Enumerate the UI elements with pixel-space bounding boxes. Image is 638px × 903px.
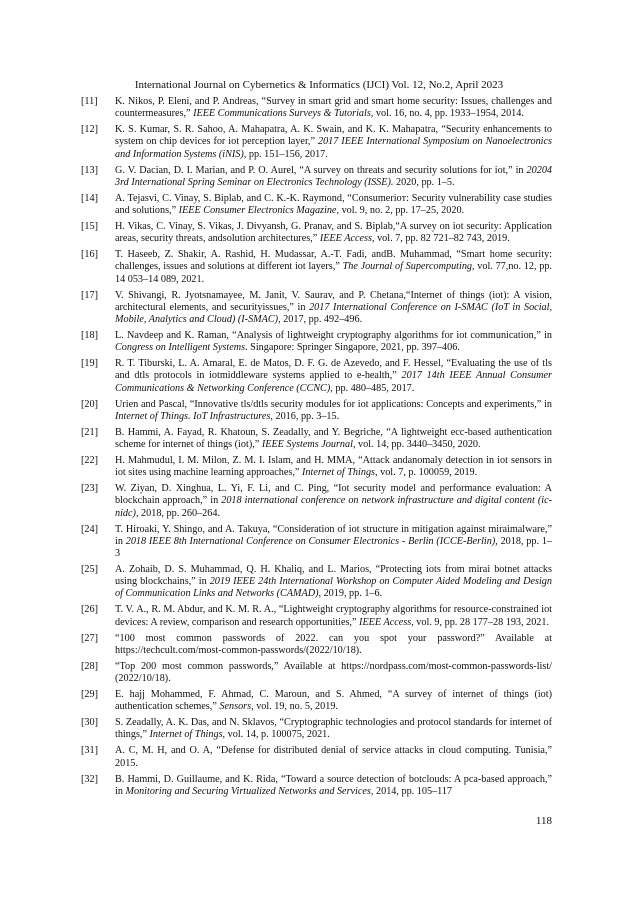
reference-item bbox=[81, 165, 552, 189]
reference-segment: , 2018, pp. 260–264. bbox=[135, 507, 220, 519]
reference-number: [26] bbox=[81, 604, 98, 616]
reference-venue: 20204 3rd International Spring Seminar on Electronics Technology (ISSE). bbox=[115, 164, 552, 188]
reference-number: [28] bbox=[81, 660, 98, 672]
reference-segment: S. Zeadally, A. K. Das, and N. Sklavos, “Cryptographic technologies and protocol standards for internet of things,” bbox=[115, 717, 552, 741]
reference-item bbox=[81, 689, 552, 713]
reference-text bbox=[115, 689, 552, 712]
reference-item bbox=[81, 455, 552, 479]
reference-number: [20] bbox=[81, 398, 98, 410]
reference-segment: B. Hammi, D. Guillaume, and K. Rida, “Toward a source detection of botclouds: A pca-based approach,” in bbox=[115, 773, 552, 797]
reference-segment: , 2018, pp. 1–3 bbox=[115, 535, 552, 560]
reference-segment: G. V. Dacian, D. I. Marian, and P. O. Aurel, “A survey on threats and security solutions for iot,” in bbox=[115, 164, 527, 176]
reference-number: [29] bbox=[81, 689, 98, 701]
reference-segment: R. T. Tiburski, L. A. Amaral, E. de Matos, D. F. G. de Azevedo, and F. Hessel, “Evaluating the use of tls and dtls protocols in iotmiddleware systems applied to e-health,” bbox=[115, 358, 552, 382]
reference-number: [25] bbox=[81, 564, 98, 576]
reference-number: [27] bbox=[81, 632, 98, 644]
reference-segment: H. Mahmudul, I. M. Milon, Z. M. I. Islam, and H. MMA, “Attack andanomaly detection in iot sensors in iot sites using machine learning approaches,” bbox=[115, 455, 552, 479]
reference-segment: , 2014, pp. 105–117 bbox=[370, 785, 453, 797]
reference-number: [24] bbox=[81, 523, 98, 535]
reference-item bbox=[81, 249, 552, 286]
reference-number: [23] bbox=[81, 483, 98, 495]
reference-text bbox=[115, 774, 552, 797]
reference-venue: IEEE Systems Journal bbox=[261, 439, 353, 451]
reference-text bbox=[115, 524, 552, 559]
reference-item bbox=[81, 483, 552, 520]
reference-segment: “100 most common passwords of 2022. can you spot your password?” Available at https://techcult.com/most-common-passwords/(2022/10/18). bbox=[115, 632, 552, 656]
reference-venue: IEEE Communications Surveys & Tutorials bbox=[193, 108, 371, 120]
reference-segment: K. S. Kumar, S. R. Sahoo, A. Mahapatra, A. K. Swain, and K. K. Mahapatra, “Security enhancements to system on chip devices for iot perception layer,” bbox=[115, 124, 552, 148]
reference-item bbox=[81, 604, 552, 628]
reference-segment: , vol. 9, pp. 28 177–28 193, 2021. bbox=[411, 616, 550, 628]
reference-number: [15] bbox=[81, 221, 98, 233]
reference-text bbox=[115, 604, 552, 627]
reference-segment: A. Zohaib, D. S. Muhammad, Q. H. Khaliq, and L. Marios, “Protecting iots from mirai botnet attacks using blockchains,” in bbox=[115, 564, 552, 588]
reference-item bbox=[81, 193, 552, 217]
reference-item bbox=[81, 524, 552, 561]
reference-text bbox=[115, 165, 552, 188]
reference-segment: B. Hammi, A. Fayad, R. Khatoun, S. Zeadally, and Y. Begriche, “A lightweight ecc-based authentication scheme for internet of things (iot),” bbox=[115, 426, 552, 451]
reference-segment: , 2016, pp. 3–15. bbox=[270, 410, 340, 422]
reference-text bbox=[115, 358, 552, 393]
reference-number: [12] bbox=[81, 124, 98, 136]
reference-list bbox=[81, 96, 552, 802]
reference-venue: IEEE Access bbox=[319, 233, 372, 245]
reference-segment: H. Vikas, C. Vinay, S. Vikas, J. Divyansh, G. Pranav, and S. Biplab,“A survey on iot security: Application areas, security threats, andsolution architectures,” bbox=[115, 221, 552, 245]
reference-venue: Monitoring and Securing Virtualized Networks and Services bbox=[125, 785, 371, 797]
reference-segment: , vol. 16, no. 4, pp. 1933–1954, 2014. bbox=[370, 108, 524, 120]
reference-item bbox=[81, 427, 552, 451]
reference-venue: 2017 IEEE International Symposium on Nanoelectronics and Information Systems (iNIS) bbox=[115, 136, 552, 160]
reference-segment: K. Nikos, P. Eleni, and P. Andreas, “Survey in smart grid and smart home security: Issues, challenges and countermeasures,” bbox=[115, 96, 552, 120]
reference-item bbox=[81, 124, 552, 161]
reference-text bbox=[115, 399, 552, 422]
reference-item bbox=[81, 399, 552, 423]
reference-venue: 2018 IEEE 8th International Conference on Consumer Electronics - Berlin (ICCE-Berlin) bbox=[125, 535, 496, 547]
reference-venue: Internet of Things. IoT Infrastructures bbox=[115, 410, 271, 422]
reference-segment: A. C, M. H, and O. A, “Defense for distributed denial of service attacks in cloud computing. Tunisia,” 2015. bbox=[115, 745, 552, 769]
reference-item bbox=[81, 221, 552, 245]
reference-venue: IEEE Access bbox=[359, 616, 412, 628]
reference-segment: A. Tejasvi, C. Vinay, S. Biplab, and C. K.-K. Raymond, “Consumerioт: Security vulnerability case studies and solutions,” bbox=[115, 192, 552, 217]
reference-segment: , vol. 77,no. 12, pp. 14 053–14 089, 2021. bbox=[115, 261, 552, 285]
reference-item bbox=[81, 633, 552, 657]
reference-item bbox=[81, 330, 552, 354]
reference-segment: T. V. A., R. M. Abdur, and K. M. R. A., “Lightweight cryptography algorithms for resource-constrained iot devices: A review, comparison and research opportunities,” bbox=[115, 604, 552, 628]
reference-segment: 2020, pp. 1–5. bbox=[393, 176, 455, 188]
reference-text bbox=[115, 193, 552, 216]
reference-text bbox=[115, 330, 552, 353]
page-number: 118 bbox=[535, 815, 552, 827]
reference-segment: , 2017, pp. 492–496. bbox=[278, 314, 363, 326]
reference-venue: Congress on Intelligent Systems bbox=[115, 342, 246, 354]
reference-number: [17] bbox=[81, 289, 98, 301]
reference-segment: Urien and Pascal, “Innovative tls/dtls security modules for iot applications: Concepts and experiments,” in bbox=[115, 398, 552, 410]
reference-segment: , vol. 9, no. 2, pp. 17–25, 2020. bbox=[336, 205, 465, 217]
reference-segment: E. hajj Mohammed, F. Ahmad, C. Maroun, and S. Ahmed, “A survey of internet of things (iot) authentication schemes,” bbox=[115, 689, 552, 713]
reference-item bbox=[81, 745, 552, 769]
reference-item bbox=[81, 717, 552, 741]
reference-venue: 2018 international conference on network infrastructure and digital content (ic-nidc) bbox=[115, 495, 552, 519]
reference-segment: “Top 200 most common passwords,” Available at https://nordpass.com/most-common-passwords-list/ (2022/10/18). bbox=[115, 660, 552, 685]
reference-number: [21] bbox=[81, 426, 98, 438]
reference-number: [32] bbox=[81, 773, 98, 785]
reference-item bbox=[81, 96, 552, 120]
reference-text bbox=[115, 96, 552, 119]
reference-venue: Sensors bbox=[219, 701, 252, 713]
reference-text bbox=[115, 661, 552, 684]
running-header: International Journal on Cybernetics & Informatics (IJCI) Vol. 12, No.2, April 2023 bbox=[134, 79, 504, 91]
reference-venue: 2019 IEEE 24th International Workshop on Computer Aided Modeling and Design of Communication Links and Networks (CAMAD) bbox=[115, 576, 552, 600]
reference-text bbox=[115, 290, 552, 325]
reference-item bbox=[81, 774, 552, 798]
reference-number: [11] bbox=[81, 96, 98, 107]
reference-item bbox=[81, 358, 552, 395]
reference-text bbox=[115, 124, 552, 159]
reference-segment: T. Hiroaki, Y. Shingo, and A. Takuya, “Consideration of iot structure in mitigation against miraimalware,” in bbox=[115, 523, 552, 547]
reference-text bbox=[115, 564, 552, 599]
reference-number: [19] bbox=[81, 358, 98, 370]
reference-text bbox=[115, 249, 552, 284]
reference-segment: L. Navdeep and K. Raman, “Analysis of lightweight cryptography algorithms for iot communication,” in bbox=[115, 330, 552, 342]
reference-segment: , vol. 14, pp. 3440–3450, 2020. bbox=[352, 439, 481, 451]
reference-item bbox=[81, 290, 552, 327]
reference-venue: Internet of Things bbox=[149, 729, 223, 741]
reference-segment: , vol. 7, p. 100059, 2019. bbox=[375, 467, 478, 479]
reference-number: [16] bbox=[81, 249, 98, 261]
reference-segment: , pp. 480–485, 2017. bbox=[330, 382, 415, 394]
reference-venue: IEEE Consumer Electronics Magazine bbox=[178, 205, 337, 217]
reference-venue: 2017 14th IEEE Annual Consumer Communications & Networking Conference (CCNC) bbox=[115, 370, 552, 394]
reference-number: [18] bbox=[81, 330, 98, 342]
reference-text bbox=[115, 221, 552, 244]
reference-number: [14] bbox=[81, 192, 98, 204]
reference-number: [22] bbox=[81, 455, 98, 467]
reference-segment: , vol. 7, pp. 82 721–82 743, 2019. bbox=[371, 233, 510, 245]
reference-text bbox=[115, 427, 552, 450]
reference-venue: Internet of Things bbox=[302, 467, 376, 479]
reference-text bbox=[115, 633, 552, 656]
reference-segment: W. Ziyan, D. Xinghua, L. Yi, F. Li, and C. Ping, “Iot security model and performance evaluation: A blockchain approach,” in bbox=[115, 483, 552, 507]
reference-segment: , vol. 14, p. 100075, 2021. bbox=[222, 729, 330, 741]
reference-number: [30] bbox=[81, 717, 98, 729]
reference-segment: T. Haseeb, Z. Shakir, A. Rashid, H. Mudassar, A.-T. Fadi, andB. Muhammad, “Smart home security: challenges, issues and solutions at different iot layers,” bbox=[115, 249, 552, 273]
reference-venue: The Journal of Supercomputing bbox=[342, 261, 473, 273]
reference-number: [31] bbox=[81, 745, 98, 757]
reference-item bbox=[81, 661, 552, 685]
reference-segment: , pp. 151–156, 2017. bbox=[243, 148, 328, 160]
reference-text bbox=[115, 745, 552, 768]
reference-text bbox=[115, 717, 552, 740]
reference-segment: , vol. 19, no. 5, 2019. bbox=[251, 701, 338, 713]
reference-segment: , 2019, pp. 1–6. bbox=[318, 588, 383, 600]
reference-text bbox=[115, 483, 552, 518]
reference-segment: . Singapore: Springer Singapore, 2021, pp. 397–406. bbox=[245, 342, 460, 354]
reference-number: [13] bbox=[81, 164, 98, 176]
reference-venue: 2017 International Conference on I-SMAC (IoT in Social, Mobile, Analytics and Cloud) (I-SMAC) bbox=[115, 301, 552, 326]
reference-text bbox=[115, 455, 552, 478]
reference-item bbox=[81, 564, 552, 601]
reference-segment: V. Shivangi, R. Jyotsnamayee, M. Janit, V. Saurav, and P. Chetana,“Internet of things (iot): A vision, architectural elements, and securityissues,” in bbox=[115, 289, 552, 313]
